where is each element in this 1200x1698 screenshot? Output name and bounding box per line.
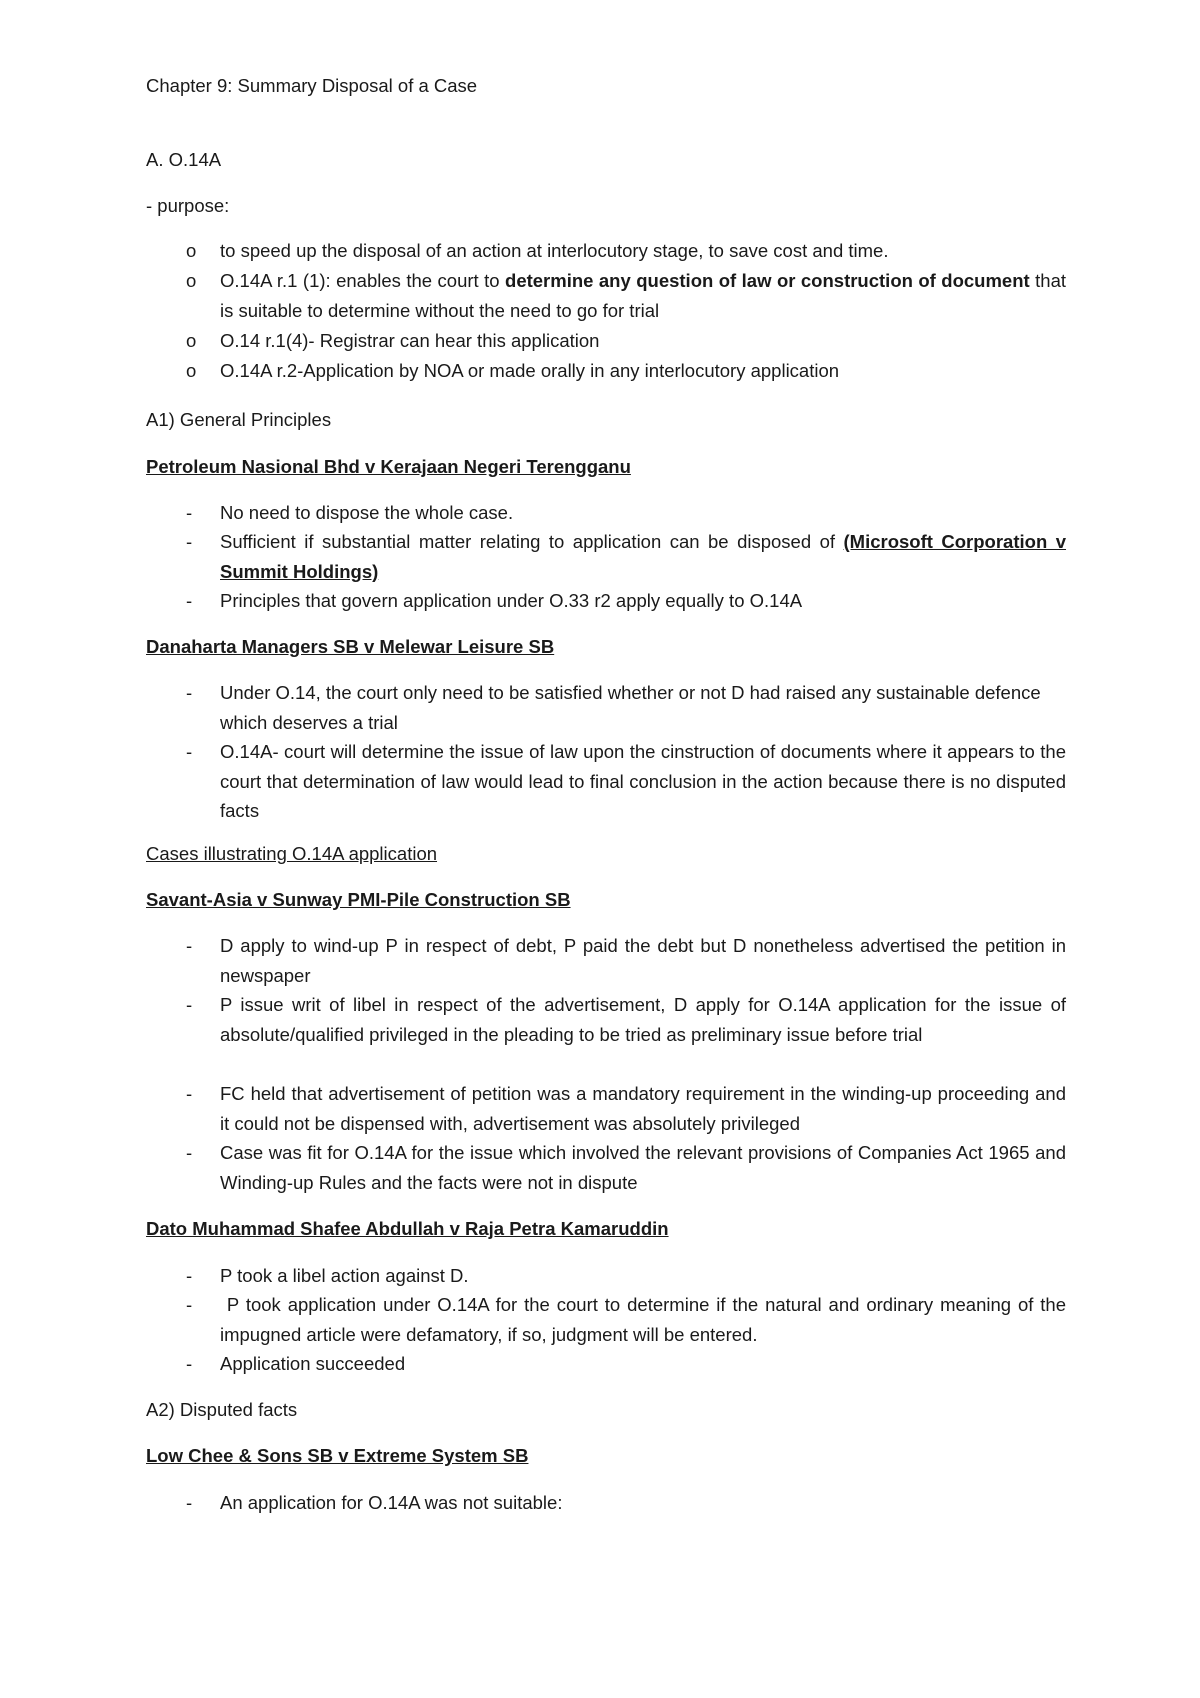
dash-marker: - <box>186 531 193 552</box>
case-point <box>146 1138 1066 1197</box>
purpose-label: - purpose: <box>146 195 230 216</box>
bullet-marker: o <box>186 240 197 261</box>
purpose-item-text: O.14A r.2-Application by NOA or made orally in any interlocutory application <box>220 360 840 381</box>
bullet-marker: o <box>186 330 197 351</box>
section-heading-a1: A1) General Principles <box>146 409 332 430</box>
case-point-text: P issue writ of libel in respect of the advertisement, D apply for O.14A application for the issue of absolute/qualified privileged in the pleading to be tried as preliminary issue before trial <box>220 994 1066 1045</box>
case-point-text: Sufficient if substantial matter relating to application can be disposed of (Microsoft Corporation v Summit Holdings) <box>220 531 1067 582</box>
dash-marker: - <box>186 1265 193 1286</box>
dash-marker: - <box>186 1142 193 1163</box>
case-title: Dato Muhammad Shafee Abdullah v Raja Petra Kamaruddin <box>146 1218 669 1239</box>
dash-marker: - <box>186 682 193 703</box>
purpose-item-text: O.14A r.1 (1): enables the court to determine any question of law or construction of document that is suitable to determine without the need to go for trial <box>220 270 1066 321</box>
case-point-text: Application succeeded <box>220 1353 406 1374</box>
dash-marker: - <box>186 994 193 1015</box>
case-citation: (Microsoft Corporation v Summit Holdings) <box>220 531 1067 582</box>
case-point <box>146 931 1066 990</box>
case-point <box>146 1488 1066 1518</box>
case-point <box>146 737 1066 826</box>
dash-marker: - <box>186 502 193 523</box>
case-point <box>146 678 1066 737</box>
section-heading-a2: A2) Disputed facts <box>146 1399 298 1420</box>
case-point-text: D apply to wind-up P in respect of debt, P paid the debt but D nonetheless advertised the petition in newspaper <box>220 935 1066 986</box>
purpose-item <box>146 326 1066 356</box>
case-point-text: P took application under O.14A for the court to determine if the natural and ordinary meaning of the impugned article were defamatory, if so, judgment will be entered. <box>220 1294 1072 1345</box>
case-point <box>146 990 1066 1049</box>
case-point <box>146 586 1066 616</box>
dash-marker: - <box>186 590 193 611</box>
case-point <box>146 1349 1066 1379</box>
case-point-text: No need to dispose the whole case. <box>220 502 514 523</box>
dash-marker: - <box>186 1492 193 1513</box>
case-point <box>146 498 1066 528</box>
case-point-text: Case was fit for O.14A for the issue which involved the relevant provisions of Companies Act 1965 and Winding-up Rules and the facts were not in dispute <box>220 1142 1066 1193</box>
case-title: Danaharta Managers SB v Melewar Leisure SB <box>146 636 555 657</box>
bullet-marker: o <box>186 360 197 381</box>
dash-marker: - <box>186 741 193 762</box>
section-heading-a: A. O.14A <box>146 149 222 170</box>
case-title: Petroleum Nasional Bhd v Kerajaan Negeri Terengganu <box>146 456 631 477</box>
purpose-item-text: to speed up the disposal of an action at interlocutory stage, to save cost and time. <box>220 240 889 261</box>
case-point-text: FC held that advertisement of petition was a mandatory requirement in the winding-up proceeding and it could not be dispensed with, advertisement was absolutely privileged <box>220 1083 1066 1134</box>
purpose-item <box>146 236 1066 266</box>
case-title: Savant-Asia v Sunway PMI-Pile Construction SB <box>146 889 571 910</box>
bold-phrase: determine any question of law or construction of document <box>505 270 1030 291</box>
case-point <box>146 1290 1072 1349</box>
dash-marker: - <box>186 1083 193 1104</box>
page-title: Chapter 9: Summary Disposal of a Case <box>146 75 478 96</box>
purpose-item-text: O.14 r.1(4)- Registrar can hear this application <box>220 330 600 351</box>
case-point <box>146 527 1066 586</box>
case-point-text: Under O.14, the court only need to be satisfied whether or not D had raised any sustainable defence which deserves a trial <box>220 682 1041 733</box>
case-point-text: O.14A- court will determine the issue of law upon the cinstruction of documents where it appears to the court that determination of law would lead to final conclusion in the action because there is no disputed facts <box>220 741 1066 821</box>
dash-marker: - <box>186 1294 193 1315</box>
case-title: Low Chee & Sons SB v Extreme System SB <box>146 1445 529 1466</box>
purpose-item <box>146 356 1066 386</box>
bullet-marker: o <box>186 270 197 291</box>
case-point-text: P took a libel action against D. <box>220 1265 469 1286</box>
dash-marker: - <box>186 1353 193 1374</box>
case-point-text: Principles that govern application under O.33 r2 apply equally to O.14A <box>220 590 803 611</box>
case-point <box>146 1261 1066 1291</box>
case-point <box>146 1079 1066 1138</box>
dash-marker: - <box>186 935 193 956</box>
subsection-heading: Cases illustrating O.14A application <box>146 843 438 864</box>
purpose-item <box>146 266 1066 325</box>
case-point-text: An application for O.14A was not suitable: <box>220 1492 563 1513</box>
